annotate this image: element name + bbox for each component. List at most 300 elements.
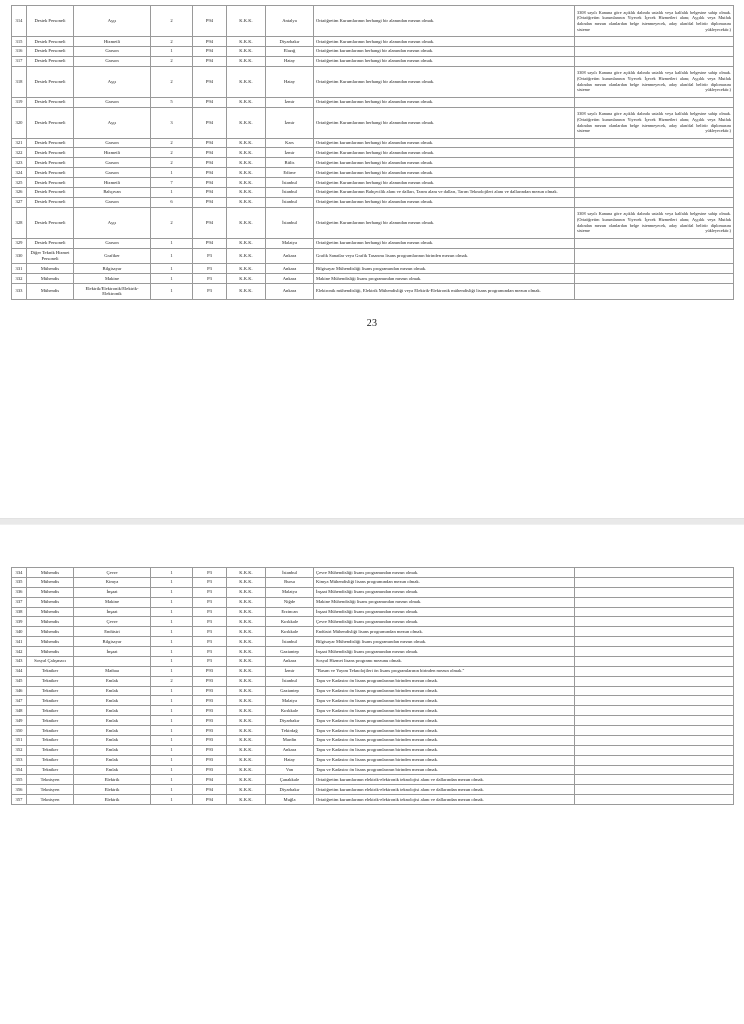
row-number-cell: 337 [12,597,27,607]
table-row [12,577,734,587]
table-row [12,148,734,158]
row-number-cell: 340 [12,627,27,637]
table-row [12,765,734,775]
row-number-cell: 349 [12,716,27,726]
row-number-cell: 326 [12,187,27,197]
kurum-kodu-cell: K.K.K. [227,577,266,587]
unvan-cell: Tekniker [27,706,74,716]
kpss-kod-cell: P93 [193,706,227,716]
brans-cell: Kimya [74,577,151,587]
kpss-kod-cell: P3 [193,597,227,607]
table-row [12,6,734,37]
row-number-cell: 316 [12,46,27,56]
page-separator [0,518,744,525]
table-row [12,755,734,765]
il-cell: Edirne [266,168,314,178]
brans-cell: Çevre [74,568,151,578]
adet-cell: 3 [151,107,193,138]
kpss-kod-cell: P94 [193,178,227,188]
table-row [12,627,734,637]
not-cell: 3308 sayılı Kanuna göre açıklık dalında ustalık veya kalfalık belgesine sahip olmak. (Ortaöğretim kurumlarının Yiyecek İçecek Hizmetleri alanı; Aşçılık veya Mutfak dalından mezun olanlardan belge istenmeyecek, aday alan/dal belirtir diplomasını sisteme yükleyecektir.) [575,107,734,138]
brans-cell: Emlak [74,686,151,696]
kurum-kodu-cell: K.K.K. [227,706,266,716]
aciklama-cell: Bilgisayar Mühendisliği lisans programından mezun olmak. [314,264,575,274]
kpss-kod-cell: P93 [193,745,227,755]
adet-cell: 1 [151,577,193,587]
aciklama-cell: Tapu ve Kadastro ön lisans programlarının birinden mezun olmak. [314,765,575,775]
not-cell [575,37,734,47]
aciklama-cell: Bilgisayar Mühendisliği lisans programından mezun olmak. [314,637,575,647]
row-number-cell: 352 [12,745,27,755]
adet-cell: 1 [151,238,193,248]
kpss-kod-cell: P3 [193,587,227,597]
row-number-cell: 354 [12,765,27,775]
aciklama-cell: Ortaöğretim kurumlarının herhangi bir alanından mezun olmak. [314,238,575,248]
kurum-kodu-cell: K.K.K. [227,66,266,97]
table-row [12,745,734,755]
row-number-cell: 324 [12,168,27,178]
row-number-cell: 342 [12,647,27,657]
kurum-kodu-cell: K.K.K. [227,607,266,617]
row-number-cell: 327 [12,197,27,207]
adet-cell: 1 [151,765,193,775]
not-cell [575,197,734,207]
aciklama-cell: Ortaöğretim kurumlarının herhangi bir alanından mezun olmak. [314,168,575,178]
adet-cell: 1 [151,726,193,736]
not-cell [575,158,734,168]
aciklama-cell: Ortaöğretim Kurumlarının herhangi bir alanından mezun olmak. [314,107,575,138]
not-cell [575,795,734,805]
row-number-cell: 333 [12,284,27,300]
il-cell: Kırıkkale [266,627,314,637]
aciklama-cell: Ortaöğretim Kurumlarının herhangi bir alanından mezun olmak. [314,66,575,97]
il-cell: Kars [266,138,314,148]
row-number-cell: 318 [12,66,27,97]
kurum-kodu-cell: K.K.K. [227,56,266,66]
aciklama-cell: Tapu ve Kadastro ön lisans programlarının birinden mezun olmak. [314,745,575,755]
kurum-kodu-cell: K.K.K. [227,168,266,178]
kurum-kodu-cell: K.K.K. [227,597,266,607]
brans-cell: Emlak [74,716,151,726]
adet-cell: 2 [151,207,193,238]
kurum-kodu-cell: K.K.K. [227,656,266,666]
adet-cell: 2 [151,158,193,168]
not-cell [575,647,734,657]
aciklama-cell: Ortaöğretim kurumlarının herhangi bir alanından mezun olmak. [314,158,575,168]
kurum-kodu-cell: K.K.K. [227,207,266,238]
kpss-kod-cell: P94 [193,795,227,805]
kpss-kod-cell: P94 [193,46,227,56]
kurum-kodu-cell: K.K.K. [227,745,266,755]
aciklama-cell: Endüstri Mühendisliği lisans programından mezun olmak. [314,627,575,637]
aciklama-cell: Elektronik mühendisliği, Elektrik Mühendisliği veya Elektrik-Elektronik mühendisliği lisans programından mezun olmak. [314,284,575,300]
adet-cell: 1 [151,735,193,745]
table-row [12,706,734,716]
brans-cell: Emlak [74,745,151,755]
kpss-kod-cell: P94 [193,6,227,37]
unvan-cell: Destek Personeli [27,187,74,197]
adet-cell: 5 [151,97,193,107]
kpss-kod-cell: P94 [193,66,227,97]
table-row [12,735,734,745]
unvan-cell: Mühendis [27,627,74,637]
brans-cell: İnşaat [74,607,151,617]
table-row [12,568,734,578]
adet-cell: 1 [151,637,193,647]
unvan-cell: Destek Personeli [27,66,74,97]
kurum-kodu-cell: K.K.K. [227,765,266,775]
adet-cell: 1 [151,597,193,607]
aciklama-cell: Sosyal Hizmet lisans programı mezunu olmak. [314,656,575,666]
brans-cell: Emlak [74,726,151,736]
kurum-kodu-cell: K.K.K. [227,158,266,168]
kpss-kod-cell: P3 [193,656,227,666]
adet-cell: 1 [151,647,193,657]
row-number-cell: 315 [12,37,27,47]
brans-cell: İnşaat [74,587,151,597]
il-cell: Niğde [266,597,314,607]
aciklama-cell: Tapu ve Kadastro ön lisans programlarının birinden mezun olmak. [314,696,575,706]
il-cell: Ankara [266,264,314,274]
il-cell: Ankara [266,248,314,264]
aciklama-cell: İnşaat Mühendisliği lisans programından mezun olmak. [314,607,575,617]
il-cell: İstanbul [266,568,314,578]
table-row [12,274,734,284]
aciklama-cell: Ortaöğretim kurumlarının herhangi bir alanından mezun olmak. [314,56,575,66]
unvan-cell: Mühendis [27,264,74,274]
kurum-kodu-cell: K.K.K. [227,735,266,745]
not-cell [575,178,734,188]
row-number-cell: 322 [12,148,27,158]
row-number-cell: 348 [12,706,27,716]
row-number-cell: 321 [12,138,27,148]
table-row [12,795,734,805]
not-cell: 3308 sayılı Kanuna göre açıklık dalında ustalık veya kalfalık belgesine sahip olmak. (Ortaöğretim kurumlarının Yiyecek İçecek Hizmetleri alanı; Aşçılık veya Mutfak dalından mezun olanlardan belge istenmeyecek, aday alan/dal belirtir diplomasını sisteme yükleyecektir.) [575,6,734,37]
row-number-cell: 353 [12,755,27,765]
aciklama-cell: Çevre Mühendisliği lisans programından mezun olmak. [314,568,575,578]
kurum-kodu-cell: K.K.K. [227,238,266,248]
kurum-kodu-cell: K.K.K. [227,6,266,37]
brans-cell: Aşçı [74,107,151,138]
table-row [12,37,734,47]
table-row [12,56,734,66]
kurum-kodu-cell: K.K.K. [227,785,266,795]
kpss-kod-cell: P93 [193,726,227,736]
il-cell: Gaziantep [266,686,314,696]
unvan-cell: Destek Personeli [27,46,74,56]
unvan-cell: Mühendis [27,647,74,657]
brans-cell: Garson [74,168,151,178]
kpss-kod-cell: P3 [193,617,227,627]
not-cell [575,676,734,686]
adet-cell: 2 [151,6,193,37]
aciklama-cell: Ortaöğretim kurumlarının elektrik-elektronik teknolojisi alanı ve dallarından mezun olmak. [314,775,575,785]
il-cell: Ankara [266,284,314,300]
unvan-cell: Destek Personeli [27,107,74,138]
kurum-kodu-cell: K.K.K. [227,187,266,197]
kpss-kod-cell: P94 [193,238,227,248]
page-number: 23 [366,317,378,329]
brans-cell: Emlak [74,676,151,686]
il-cell: Muğla [266,795,314,805]
row-number-cell: 336 [12,587,27,597]
not-cell [575,168,734,178]
brans-cell: Emlak [74,696,151,706]
brans-cell: Hizmetli [74,37,151,47]
table-row [12,238,734,248]
brans-cell: Hizmetli [74,148,151,158]
kpss-kod-cell: P3 [193,627,227,637]
il-cell: Gaziantep [266,647,314,657]
not-cell [575,248,734,264]
brans-cell: Matbaa [74,666,151,676]
kpss-kod-cell: P3 [193,568,227,578]
row-number-cell: 330 [12,248,27,264]
unvan-cell: Tekniker [27,745,74,755]
table-row [12,637,734,647]
kpss-kod-cell: P94 [193,187,227,197]
unvan-cell: Destek Personeli [27,6,74,37]
kurum-kodu-cell: K.K.K. [227,568,266,578]
unvan-cell: Destek Personeli [27,178,74,188]
row-number-cell: 357 [12,795,27,805]
not-cell [575,686,734,696]
adet-cell: 2 [151,56,193,66]
row-number-cell: 356 [12,785,27,795]
aciklama-cell: İnşaat Mühendisliği lisans programından mezun olmak. [314,587,575,597]
kpss-kod-cell: P3 [193,607,227,617]
not-cell [575,46,734,56]
unvan-cell: Tekniker [27,735,74,745]
il-cell: Diyarbakır [266,785,314,795]
il-cell: Van [266,765,314,775]
kpss-kod-cell: P93 [193,716,227,726]
table-row [12,66,734,97]
kpss-kod-cell: P94 [193,197,227,207]
adet-cell: 1 [151,716,193,726]
aciklama-cell: Ortaöğretim kurumlarının herhangi bir alanından mezun olmak. [314,46,575,56]
row-number-cell: 320 [12,107,27,138]
unvan-cell: Tekniker [27,726,74,736]
unvan-cell: Mühendis [27,587,74,597]
il-cell: Hatay [266,56,314,66]
il-cell: İzmir [266,97,314,107]
il-cell: Kırıkkale [266,617,314,627]
aciklama-cell: Tapu ve Kadastro ön lisans programlarının birinden mezun olmak. [314,755,575,765]
row-number-cell: 334 [12,568,27,578]
adet-cell: 1 [151,785,193,795]
brans-cell: Çevre [74,617,151,627]
kurum-kodu-cell: K.K.K. [227,716,266,726]
kurum-kodu-cell: K.K.K. [227,248,266,264]
kpss-kod-cell: P94 [193,207,227,238]
unvan-cell: Teknisyen [27,775,74,785]
not-cell [575,666,734,676]
row-number-cell: 329 [12,238,27,248]
il-cell: Ankara [266,745,314,755]
aciklama-cell: Tapu ve Kadastro ön lisans programlarının birinden mezun olmak. [314,716,575,726]
adet-cell: 1 [151,607,193,617]
unvan-cell: Mühendis [27,577,74,587]
adet-cell: 1 [151,775,193,785]
unvan-cell: Mühendis [27,274,74,284]
unvan-cell: Tekniker [27,716,74,726]
adet-cell: 2 [151,676,193,686]
brans-cell: Grafiker [74,248,151,264]
brans-cell: Aşçı [74,66,151,97]
row-number-cell: 347 [12,696,27,706]
kurum-kodu-cell: K.K.K. [227,696,266,706]
row-number-cell: 314 [12,6,27,37]
unvan-cell: Sosyal Çalışmacı [27,656,74,666]
kpss-kod-cell: P93 [193,696,227,706]
brans-cell: Makine [74,274,151,284]
not-cell [575,656,734,666]
kpss-kod-cell: P94 [193,785,227,795]
row-number-cell: 351 [12,735,27,745]
kpss-kod-cell: P3 [193,284,227,300]
table-row [12,187,734,197]
unvan-cell: Tekniker [27,755,74,765]
table-row [12,107,734,138]
kurum-kodu-cell: K.K.K. [227,46,266,56]
table-row [12,726,734,736]
not-cell [575,284,734,300]
adet-cell: 1 [151,656,193,666]
not-cell [575,785,734,795]
table-row [12,587,734,597]
unvan-cell: Destek Personeli [27,138,74,148]
not-cell [575,627,734,637]
kpss-kod-cell: P94 [193,775,227,785]
brans-cell [74,656,151,666]
adet-cell: 2 [151,66,193,97]
unvan-cell: Mühendis [27,607,74,617]
table-row [12,696,734,706]
adet-cell: 7 [151,178,193,188]
unvan-cell: Tekniker [27,696,74,706]
aciklama-cell: Ortaöğretim kurumlarının elektrik-elektronik teknolojisi alanı ve dallarından mezun olmak. [314,785,575,795]
row-number-cell: 332 [12,274,27,284]
adet-cell: 1 [151,264,193,274]
adet-cell: 1 [151,274,193,284]
kpss-kod-cell: P94 [193,56,227,66]
table-row [12,97,734,107]
brans-cell: Garson [74,56,151,66]
unvan-cell: Tekniker [27,676,74,686]
brans-cell: Emlak [74,755,151,765]
brans-cell: Elektrik/Elektronik/Elektrik-Elektronik [74,284,151,300]
kurum-kodu-cell: K.K.K. [227,107,266,138]
kurum-kodu-cell: K.K.K. [227,775,266,785]
kpss-kod-cell: P93 [193,735,227,745]
unvan-cell: Mühendis [27,568,74,578]
table-row [12,686,734,696]
aciklama-cell: Ortaöğretim Kurumlarının herhangi bir alanından mezun olmak. [314,148,575,158]
kurum-kodu-cell: K.K.K. [227,686,266,696]
kurum-kodu-cell: K.K.K. [227,666,266,676]
aciklama-cell: Çevre Mühendisliği lisans programından mezun olmak. [314,617,575,627]
il-cell: İstanbul [266,676,314,686]
aciklama-cell: Grafik Sanatlar veya Grafik Tasarımı lisans programlarının birinden mezun olmak. [314,248,575,264]
brans-cell: Emlak [74,735,151,745]
aciklama-cell: Ortaöğretim kurumlarının herhangi bir alanından mezun olmak. [314,97,575,107]
il-cell: Malatya [266,587,314,597]
table-row [12,248,734,264]
aciklama-cell: Kimya Mühendisliği lisans programından mezun olmak. [314,577,575,587]
adet-cell: 6 [151,197,193,207]
brans-cell: Hizmetli [74,178,151,188]
adet-cell: 1 [151,686,193,696]
not-cell [575,726,734,736]
not-cell [575,716,734,726]
not-cell: 3308 sayılı Kanuna göre açıklık dalında ustalık veya kalfalık belgesine sahip olmak. (Ortaöğretim kurumlarının Yiyecek İçecek Hizmetleri alanı; Aşçılık veya Mutfak dalından mezun olanlardan belge istenmeyecek, aday alan/dal belirtir diplomasını sisteme yükleyecektir.) [575,66,734,97]
il-cell: İzmir [266,148,314,158]
kurum-kodu-cell: K.K.K. [227,274,266,284]
il-cell: İzmir [266,107,314,138]
brans-cell: Bilgisayar [74,637,151,647]
table-row [12,168,734,178]
il-cell: İstanbul [266,637,314,647]
row-number-cell: 355 [12,775,27,785]
brans-cell: Aşçı [74,207,151,238]
kurum-kodu-cell: K.K.K. [227,97,266,107]
adet-cell: 2 [151,138,193,148]
brans-cell: Makine [74,597,151,607]
unvan-cell: Destek Personeli [27,207,74,238]
il-cell: Elazığ [266,46,314,56]
brans-cell: Emlak [74,765,151,775]
unvan-cell: Destek Personeli [27,148,74,158]
il-cell: İstanbul [266,197,314,207]
brans-cell: Garson [74,158,151,168]
aciklama-cell: Tapu ve Kadastro ön lisans programlarının birinden mezun olmak. [314,706,575,716]
il-cell: Diyarbakır [266,37,314,47]
kpss-kod-cell: P94 [193,168,227,178]
aciklama-cell: Ortaöğretim kurumlarının elektrik-elektronik teknolojisi alanı ve dallarından mezun olmak. [314,795,575,805]
not-cell [575,587,734,597]
kpss-kod-cell: P3 [193,637,227,647]
kpss-kod-cell: P93 [193,755,227,765]
il-cell: Ankara [266,274,314,284]
table-row [12,716,734,726]
aciklama-cell: Ortaöğretim Kurumlarının herhangi bir alanından mezun olmak. [314,178,575,188]
kurum-kodu-cell: K.K.K. [227,587,266,597]
brans-cell: Garson [74,197,151,207]
il-cell: Bursa [266,577,314,587]
il-cell: İstanbul [266,187,314,197]
table-row [12,785,734,795]
brans-cell: Garson [74,238,151,248]
kpss-kod-cell: P94 [193,148,227,158]
adet-cell: 1 [151,666,193,676]
adet-cell: 1 [151,745,193,755]
kurum-kodu-cell: K.K.K. [227,676,266,686]
not-cell [575,696,734,706]
kpss-kod-cell: P93 [193,686,227,696]
row-number-cell: 341 [12,637,27,647]
brans-cell: Emlak [74,706,151,716]
not-cell [575,617,734,627]
table-row [12,158,734,168]
aciklama-cell: Makine Mühendisliği lisans programından mezun olmak. [314,597,575,607]
il-cell: Antalya [266,6,314,37]
not-cell [575,706,734,716]
row-number-cell: 338 [12,607,27,617]
unvan-cell: Tekniker [27,666,74,676]
brans-cell: Elektrik [74,795,151,805]
unvan-cell: Destek Personeli [27,56,74,66]
